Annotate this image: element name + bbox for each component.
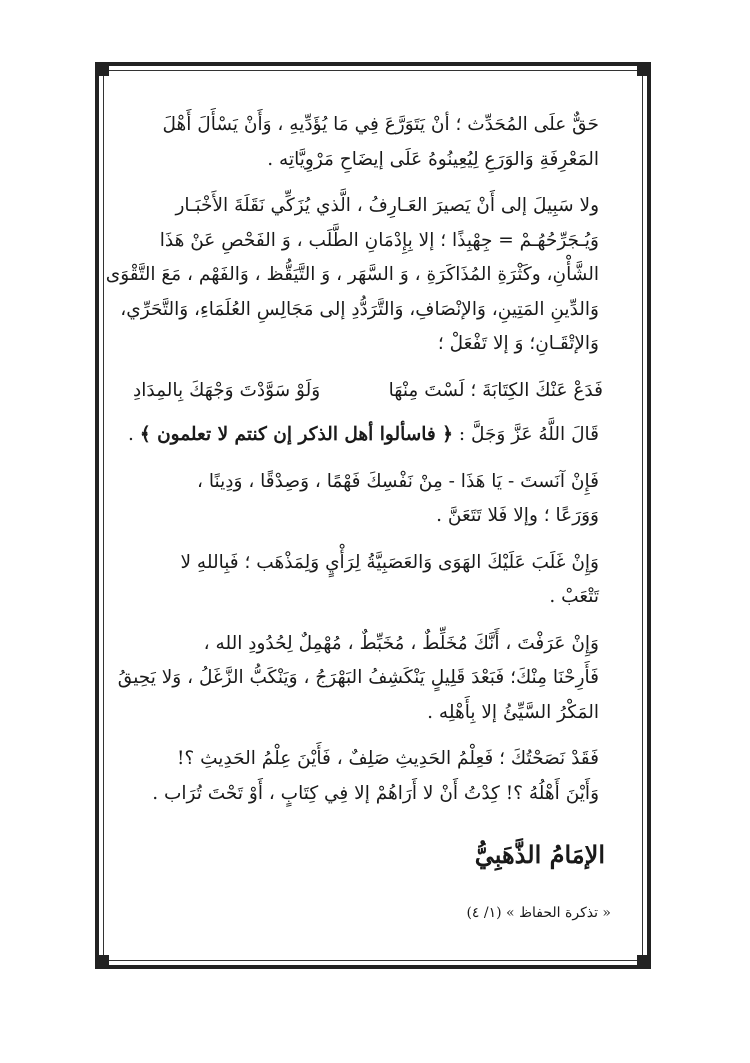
corner-ornament	[95, 62, 109, 76]
text-line: وَإِنْ عَرَفْتَ ، أَنَّكَ مُخَلِّطٌ ، مُخَبِّطٌ ، مُهْمِلٌ لِحُدُودِ الله ،	[203, 632, 599, 654]
paragraph	[125, 465, 625, 534]
text-line: فَقَدْ نَصَحْتُكَ ؛ فَعِلْمُ الحَدِيثِ صَلِفٌ ، فَأَيْنَ عِلْمُ الحَدِيثِ ؟!	[177, 748, 599, 769]
poem-first-hemistich: فَدَعْ عَنْكَ الكِتَابَةَ ؛ لَسْتَ مِنْهَا	[388, 379, 603, 401]
paragraph	[105, 189, 625, 362]
text-line: وَإِنْ غَلَبَ عَلَيْكَ الهَوَى وَالعَصَبِيَّةُ لِرَأْيٍ وَلِمَذْهَب ؛ فَبِاللهِ لا	[180, 551, 599, 573]
text-line: فَإِنْ آنَستَ - يَا هَذَا - مِنْ نَفْسِكَ فَهْمًا ، وَصِدْقًا ، وَدِينًا ،	[197, 470, 599, 492]
corner-ornament	[637, 955, 651, 969]
text-line: وَأَيْنَ أَهْلُهُ ؟! كِدْتُ أَنْ لا أَرَاهُمْ إلا فِي كِتَابٍ ، أَوْ تَحْتَ تُرَاب .	[152, 782, 599, 804]
paragraph	[117, 627, 625, 731]
corner-ornament	[637, 62, 651, 76]
text-line: وَالإتْقَـانِ؛ وَ إلا تَفْعَلْ ؛	[437, 333, 599, 354]
quran-citation	[125, 418, 625, 453]
poem-verse	[125, 374, 625, 409]
main-text	[105, 108, 625, 823]
source-reference: « تذكرة الحفاظ » (١/ ٤)	[466, 905, 611, 921]
text-line: الشَّأْنِ، وكَثْرَةِ المُذَاكَرَةِ ، وَ السَّهَر ، وَ التَّيَقُّظ ، وَالفَهْم ، مَعَ التَّقْوَى	[105, 264, 599, 285]
quran-end: .	[128, 424, 134, 445]
author-signature: الإمَامُ الذَّهَبِيُّ	[474, 840, 605, 869]
text-line: ولا سَبِيلَ إلى أَنْ يَصيرَ العَـارِفُ ، الَّذي يُزَكِّي نَقَلَةَ الأَخْبَـار	[175, 195, 599, 216]
quran-intro: قَالَ اللَّهُ عَزَّ وَجَلَّ :	[458, 424, 599, 445]
text-line: فَأَرِحْنَا مِنْكَ؛ فَبَعْدَ قَلِيلٍ يَنْكَشِفُ البَهْرَجُ ، وَيَنْكَبُّ الزَّغَلُ ، وَلا يَحِيقُ	[117, 667, 599, 688]
poem-second-hemistich: وَلَوْ سَوَّدْتَ وَجْهَكَ بِالمِدَادِ	[133, 379, 321, 401]
paragraph	[125, 546, 625, 615]
text-line: حَقٌّ علَى المُحَدِّث ؛ أنْ يَتَوَرَّعَ فِي مَا يُؤَدِّيهِ ، وَأَنْ يَسْأَلَ أَهْلَ	[162, 114, 599, 135]
paragraph	[125, 108, 625, 177]
text-line: تَتْعَبْ .	[549, 586, 599, 607]
quran-verse: ﴿ فاسألوا أهل الذكر إن كنتم لا تعلمون ﴾	[139, 424, 453, 445]
text-line: وَالدِّينِ المَتِينِ، وَالإنْصَافِ، وَالتَّرَدُّدِ إلى مَجَالِسِ العُلَمَاءِ، وَالتَّحَرِّي،	[120, 298, 599, 320]
text-line: وَيُـجَرِّحُهُـمْ = جِهْبِذًا ؛ إلا بِإِدْمَانِ الطَّلَب ، وَ الفَحْصِ عَنْ هَذَا	[159, 229, 599, 251]
text-line: المَكْرُ السَّيِّئُ إلا بِأَهْلِه .	[427, 701, 599, 723]
corner-ornament	[95, 955, 109, 969]
text-line: وَوَرَعًا ؛ وإلا فَلا تَتَعَنَّ .	[436, 505, 599, 526]
paragraph	[125, 742, 625, 811]
text-line: المَعْرِفَةِ وَالوَرَعِ لِيُعِينُوهُ عَلَى إيضَاحِ مَرْوِيَّاتِه .	[267, 148, 599, 170]
